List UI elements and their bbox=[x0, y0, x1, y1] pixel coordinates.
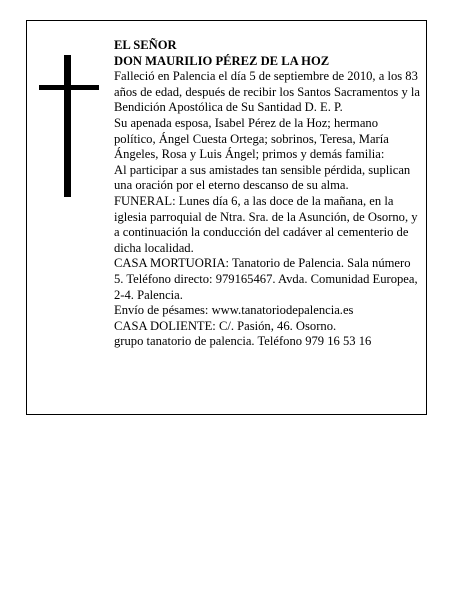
family-list: Su apenada esposa, Isabel Pérez de la Hoz; hermano político, Ángel Cuesta Ortega; sobrinos, Teresa, María Ángeles, Rosa y Luis Ángel; primos y demás familia: bbox=[114, 115, 389, 162]
obituary-heading: EL SEÑOR bbox=[114, 38, 177, 52]
death-announcement: Falleció en Palencia el día 5 de septiembre de 2010, a los 83 años de edad, después de recibir los Santos Sacramentos y la Bendición Apostólica de Su Santidad D. E. P. bbox=[114, 69, 421, 115]
condolences-website: Envío de pésames: www.tanatoriodepalencia.es bbox=[114, 303, 354, 318]
prayer-request: Al participar a sus amistades tan sensible pérdida, suplican una oración por el eterno descanso de su alma. bbox=[114, 162, 411, 193]
funeral-home-details: CASA MORTUORIA: Tanatorio de Palencia. Sala número 5. Teléfono directo: 979165467. Avda. Comunidad Europea, 2-4. Palencia. bbox=[114, 256, 418, 302]
cross-icon bbox=[39, 55, 99, 197]
funeral-details: FUNERAL: Lunes día 6, a las doce de la mañana, en la iglesia parroquial de Ntra. Sra. de la Asunción, de Osorno, y a continuación la conducción del cadáver al cementerio de dicha localidad. bbox=[114, 193, 418, 255]
family-home-address: CASA DOLIENTE: C/. Pasión, 46. Osorno. bbox=[114, 318, 337, 333]
deceased-name: DON MAURILIO PÉREZ DE LA HOZ bbox=[114, 53, 330, 68]
obituary-text bbox=[114, 38, 420, 350]
funeral-group-phone: grupo tanatorio de palencia. Teléfono 979 16 53 16 bbox=[114, 334, 372, 349]
cross-horizontal-bar bbox=[39, 85, 99, 90]
cross-vertical-bar bbox=[64, 55, 71, 197]
